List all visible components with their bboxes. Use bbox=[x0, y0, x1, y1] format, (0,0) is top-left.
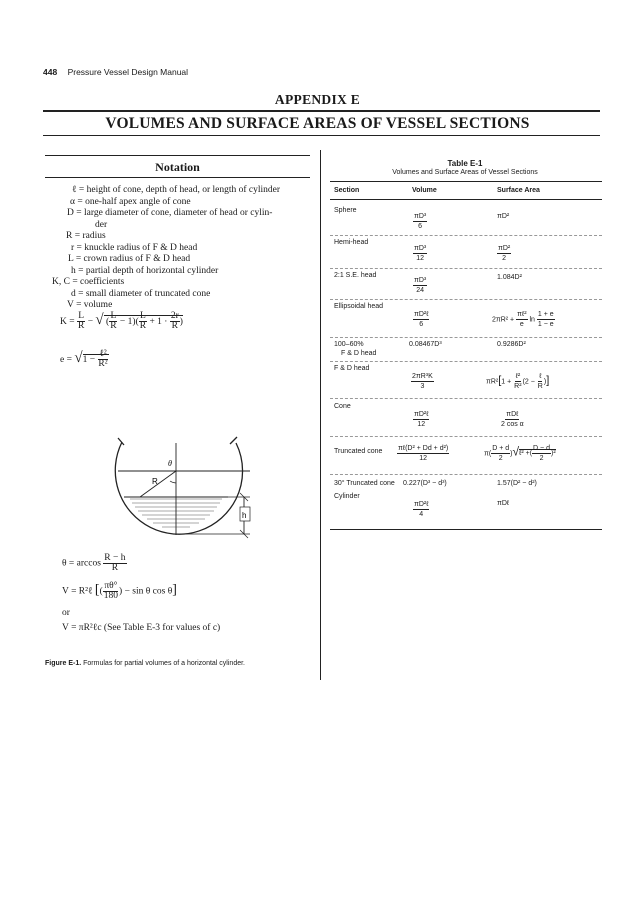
k-frac3-num: L bbox=[140, 311, 146, 322]
figure-label: Figure E-1. bbox=[45, 660, 82, 667]
trunc-v-num: πℓ(D² + Dd + d²) bbox=[398, 445, 449, 452]
row-ellip-area bbox=[492, 310, 555, 329]
ellip-a-d1: e bbox=[519, 321, 524, 328]
v-tail: − sin θ cos θ bbox=[124, 586, 173, 597]
row-trunc30-section: 30° Truncated cone bbox=[334, 480, 395, 487]
row-divider bbox=[330, 398, 602, 399]
k-formula bbox=[60, 312, 183, 331]
page-number: 448 bbox=[43, 67, 58, 77]
col-header-area: Surface Area bbox=[497, 187, 540, 194]
figure-caption-text: Formulas for partial volumes of a horizontal cylinder. bbox=[83, 660, 245, 667]
row-divider bbox=[330, 268, 602, 269]
row-trunc-volume bbox=[397, 444, 449, 463]
row-ellip-volume bbox=[413, 310, 429, 329]
def-h: h = partial depth of horizontal cylinder bbox=[71, 265, 219, 276]
notation-rule-top bbox=[45, 155, 310, 156]
notation-list bbox=[52, 185, 280, 312]
row-cyl-area: πDℓ bbox=[497, 500, 510, 507]
trunc-a-d1: 2 bbox=[498, 455, 503, 462]
cylinder-outline bbox=[115, 442, 242, 534]
h-label: h bbox=[242, 511, 247, 520]
def-D-cont: der bbox=[95, 219, 108, 230]
row-fd100-volume: 0.08467D³ bbox=[409, 341, 442, 348]
fd-a-two: 2 − bbox=[524, 378, 535, 386]
k-frac4-den: R bbox=[171, 321, 178, 332]
row-sphere-section: Sphere bbox=[334, 207, 357, 214]
trunc-a-d2: 2 bbox=[539, 455, 544, 462]
cone-v-num: πD²ℓ bbox=[414, 411, 429, 418]
table-rule-header bbox=[330, 199, 602, 200]
row-divider bbox=[330, 361, 602, 362]
e-num: ℓ² bbox=[99, 349, 107, 360]
fd-a-pre: πR² bbox=[486, 378, 499, 386]
cyl-v-den: 4 bbox=[419, 511, 424, 518]
notation-rule-bottom bbox=[45, 177, 310, 178]
k-radicand: ( $\frac{L}{R}$ − 1)( $\frac{L}{R}$ + 1 · $\frac{2r}{R}$ ) bbox=[103, 311, 183, 332]
cone-v-den: 12 bbox=[417, 421, 426, 428]
k-radical: √ bbox=[95, 312, 104, 328]
row-cone-section: Cone bbox=[334, 403, 351, 410]
e-radicand bbox=[82, 349, 109, 370]
def-K-C: K, C = coefficients bbox=[52, 277, 125, 287]
row-se-section: 2:1 S.E. head bbox=[334, 272, 377, 279]
row-fd100-section-2: F & D head bbox=[341, 350, 377, 357]
trunc-v-den: 12 bbox=[419, 455, 428, 462]
sphere-v-den: 6 bbox=[418, 223, 423, 230]
volume-formula: V = R²ℓ [( $\frac{\pi\theta^\circ}{180}$ ) − sin θ cos θ] bbox=[62, 581, 177, 601]
outline-tick-right bbox=[230, 437, 237, 444]
se-v-num: πD³ bbox=[414, 277, 427, 284]
ellip-a-n2: 1 + e bbox=[537, 311, 554, 318]
def-L: L = crown radius of F & D head bbox=[68, 254, 191, 264]
fd-v-num: 2πR³K bbox=[412, 373, 433, 380]
def-V: V = volume bbox=[67, 300, 113, 310]
fd-a-d2: R bbox=[537, 383, 543, 390]
k-plus-one: + 1 · bbox=[149, 317, 168, 327]
fd-v-den: 3 bbox=[420, 383, 425, 390]
row-divider bbox=[330, 436, 602, 437]
column-divider bbox=[320, 150, 321, 680]
def-R: R = radius bbox=[66, 231, 106, 241]
k-frac-den: R bbox=[77, 321, 85, 332]
row-cyl-volume bbox=[413, 500, 429, 519]
ellip-a-ln: ln bbox=[529, 316, 535, 324]
def-ell: ℓ = height of cone, depth of head, or length of cylinder bbox=[72, 185, 281, 195]
def-D: D = large diameter of cone, diameter of head or cylin- bbox=[67, 208, 273, 218]
row-divider bbox=[330, 299, 602, 300]
row-divider bbox=[330, 474, 602, 475]
k-frac3-den: R bbox=[139, 321, 147, 332]
hemi-a-num: πD² bbox=[498, 245, 511, 252]
volume-alt-formula: V = πR²ℓc (See Table E-3 for values of c) bbox=[62, 623, 221, 633]
e-one-minus: 1 − bbox=[82, 355, 96, 365]
row-fd100-area: 0.9286D² bbox=[497, 341, 526, 348]
col-header-volume: Volume bbox=[412, 187, 437, 194]
row-se-area: 1.084D² bbox=[497, 274, 522, 281]
row-sphere-area: πD² bbox=[497, 213, 510, 220]
e-lhs: e = bbox=[60, 355, 72, 365]
book-title: Pressure Vessel Design Manual bbox=[67, 67, 189, 77]
table-rule-bottom bbox=[330, 529, 602, 530]
row-divider bbox=[330, 337, 602, 338]
table-title: Table E-1 bbox=[447, 159, 483, 168]
row-trunc-section: Truncated cone bbox=[334, 448, 383, 455]
title-rule-top bbox=[43, 110, 600, 112]
theta-den: R bbox=[111, 563, 119, 573]
e-formula bbox=[60, 350, 109, 369]
cone-a-num: πDℓ bbox=[506, 411, 519, 418]
table-rule-top bbox=[330, 181, 602, 182]
k-minus-one: − 1 bbox=[119, 317, 133, 327]
trunc-a-n1: D + d bbox=[492, 445, 510, 452]
row-fd-volume bbox=[411, 372, 434, 391]
radius-label: R bbox=[152, 477, 158, 486]
ellip-v-den: 6 bbox=[419, 321, 424, 328]
col-header-section: Section bbox=[334, 187, 360, 194]
theta-label: θ bbox=[168, 459, 172, 468]
row-sphere-volume bbox=[413, 212, 427, 231]
k-minus: − bbox=[87, 317, 94, 327]
fd-a-one: 1 + bbox=[501, 378, 512, 386]
ellip-v-num: πD²ℓ bbox=[414, 311, 429, 318]
fd-a-n2: ℓ bbox=[539, 373, 542, 380]
row-fd100-section: 100–60% bbox=[334, 341, 364, 348]
ellip-a-pre: 2πR² + bbox=[492, 316, 515, 324]
ellip-a-d2: 1 − e bbox=[537, 321, 554, 328]
radius-line bbox=[140, 471, 176, 497]
horizontal-cylinder-figure bbox=[110, 435, 290, 545]
hemi-a-den: 2 bbox=[502, 255, 507, 262]
def-r: r = knuckle radius of F & D head bbox=[71, 242, 198, 253]
notation-heading: Notation bbox=[155, 160, 200, 174]
v-den: 180 bbox=[103, 591, 119, 601]
row-se-volume bbox=[413, 276, 427, 295]
k-frac-num: L bbox=[78, 311, 85, 322]
hemi-v-num: πD³ bbox=[414, 245, 427, 252]
hemi-v-den: 12 bbox=[416, 255, 424, 262]
row-hemi-volume bbox=[413, 244, 427, 263]
k-frac2-num: L bbox=[110, 311, 117, 322]
k-frac2-den: R bbox=[110, 321, 117, 332]
def-d: d = small diameter of truncated cone bbox=[71, 288, 211, 299]
e-den: R² bbox=[98, 359, 108, 370]
row-trunc30-area: 1.57(D² − d²) bbox=[497, 480, 537, 487]
ellip-a-n1: πℓ² bbox=[517, 311, 527, 318]
sphere-v-num: πD³ bbox=[414, 213, 427, 220]
row-divider bbox=[330, 235, 602, 236]
cone-a-den: 2 cos α bbox=[501, 421, 524, 428]
k-lhs: K = bbox=[60, 317, 75, 327]
def-alpha: α = one-half apex angle of cone bbox=[70, 196, 191, 207]
trunc-a-pi: π bbox=[484, 450, 489, 458]
table-subtitle: Volumes and Surface Areas of Vessel Sections bbox=[392, 169, 538, 176]
theta-formula bbox=[62, 554, 127, 573]
fd-a-d1: R² bbox=[514, 383, 522, 390]
row-hemi-area bbox=[497, 244, 511, 263]
trunc-a-rad: ℓ² + bbox=[519, 450, 530, 458]
trunc-a-n2: D − d bbox=[533, 445, 550, 452]
cyl-v-num: πD²ℓ bbox=[414, 501, 429, 508]
se-v-den: 24 bbox=[416, 287, 424, 294]
row-trunc30-volume: 0.227(D³ − d³) bbox=[403, 480, 447, 487]
running-head bbox=[43, 67, 188, 77]
row-fd-section: F & D head bbox=[334, 365, 370, 372]
appendix-heading: APPENDIX E bbox=[274, 92, 361, 107]
fd-a-n1: ℓ² bbox=[515, 373, 521, 380]
row-ellip-section: Ellipsoidal head bbox=[334, 303, 384, 310]
k-frac4-num: 2r bbox=[170, 311, 179, 322]
figure-caption bbox=[45, 660, 245, 667]
row-cone-area bbox=[500, 410, 525, 429]
row-fd-area: πR²[1 + $\frac{\text{ℓ²}}{\text{R²}}$ (2 − $\frac{\text{ℓ}}{R}$ )] bbox=[486, 373, 550, 390]
row-cone-volume bbox=[413, 410, 429, 429]
theta-lhs: θ = arccos bbox=[62, 558, 101, 569]
theta-num: R − h bbox=[104, 553, 126, 563]
v-lhs: V = R²ℓ bbox=[62, 586, 93, 597]
e-radical: √ bbox=[74, 350, 83, 366]
v-num: πθ° bbox=[104, 581, 118, 591]
row-trunc-area: π( $\frac{D + d}{2}$ )√ℓ² +( $\frac{D - d}{2}$ )² bbox=[484, 444, 556, 462]
or-text: or bbox=[62, 608, 70, 618]
page-title: VOLUMES AND SURFACE AREAS OF VESSEL SECTIONS bbox=[105, 115, 530, 132]
row-cyl-section: Cylinder bbox=[334, 493, 360, 500]
title-rule-bottom bbox=[43, 135, 600, 136]
row-hemi-section: Hemi-head bbox=[334, 239, 369, 246]
theta-arc bbox=[170, 481, 176, 483]
